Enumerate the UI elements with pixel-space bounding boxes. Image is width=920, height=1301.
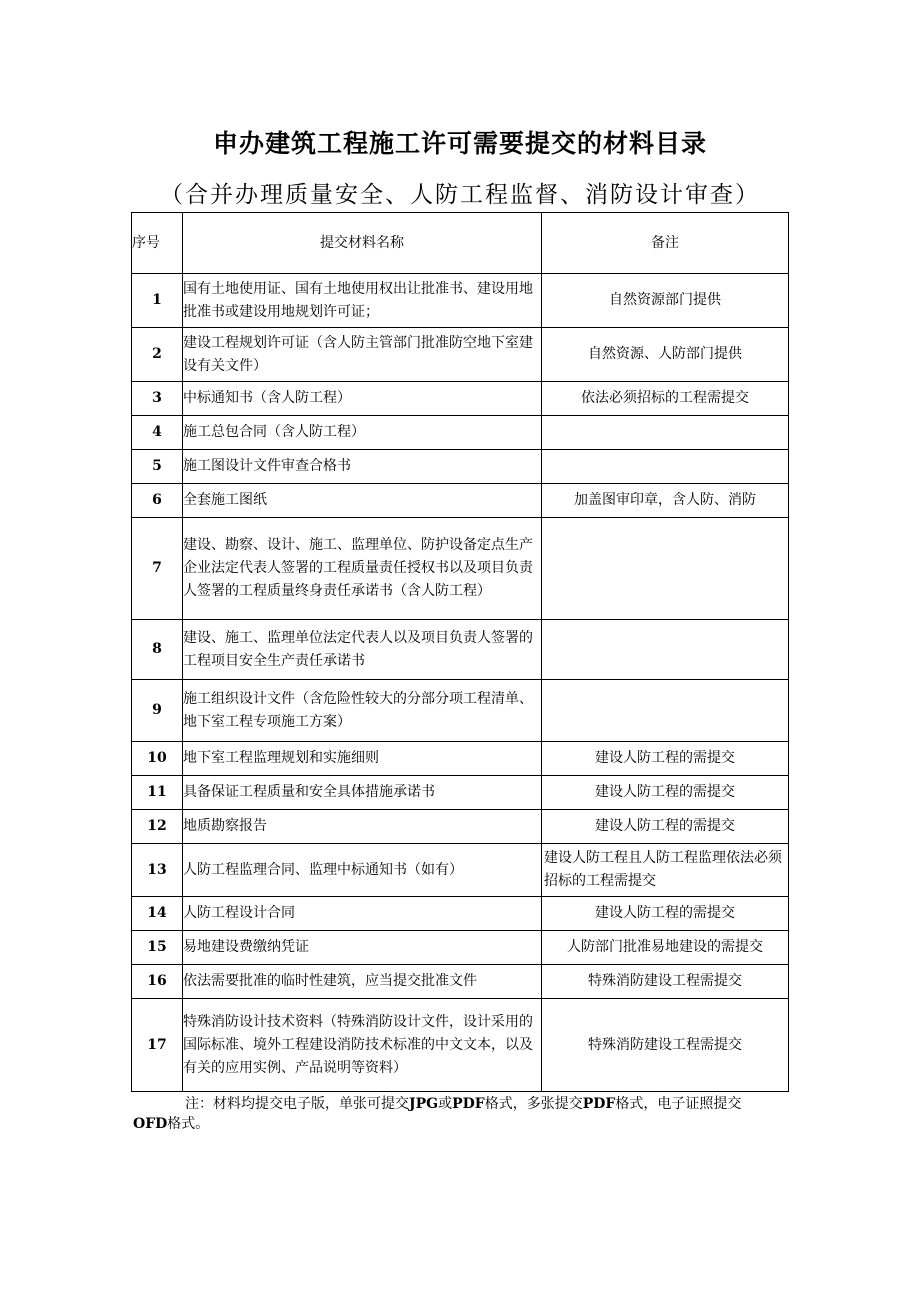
material-name: 施工总包合同（含人防工程） xyxy=(183,416,542,450)
table-row xyxy=(132,518,789,620)
table-row xyxy=(132,810,789,844)
row-number: 7 xyxy=(132,518,183,620)
remark: 自然资源、人防部门提供 xyxy=(542,328,789,382)
table-row xyxy=(132,999,789,1092)
material-name: 依法需要批准的临时性建筑，应当提交批准文件 xyxy=(183,965,542,999)
remark: 依法必须招标的工程需提交 xyxy=(542,382,789,416)
material-name: 易地建设费缴纳凭证 xyxy=(183,931,542,965)
table-row xyxy=(132,776,789,810)
header-remarks: 备注 xyxy=(542,213,789,274)
material-name: 人防工程设计合同 xyxy=(183,897,542,931)
table-row xyxy=(132,965,789,999)
row-number: 6 xyxy=(132,484,183,518)
footnote-text: 注：材料均提交电子版，单张可提交 xyxy=(185,1096,409,1112)
remark: 特殊消防建设工程需提交 xyxy=(542,999,789,1092)
row-number: 1 xyxy=(132,274,183,328)
material-name: 具备保证工程质量和安全具体措施承诺书 xyxy=(183,776,542,810)
material-name: 国有土地使用证、国有土地使用权出让批准书、建设用地批准书或建设用地规划许可证； xyxy=(183,274,542,328)
table-row xyxy=(132,382,789,416)
row-number: 10 xyxy=(132,742,183,776)
material-name: 施工图设计文件审查合格书 xyxy=(183,450,542,484)
format-jpg: JPG xyxy=(409,1096,439,1112)
row-number: 11 xyxy=(132,776,183,810)
row-number: 4 xyxy=(132,416,183,450)
row-number: 8 xyxy=(132,620,183,680)
format-ofd: OFD xyxy=(133,1116,168,1132)
footnote-text: 格式，多张提交 xyxy=(484,1096,583,1112)
footnote-text: 格式。 xyxy=(167,1116,210,1132)
row-number: 15 xyxy=(132,931,183,965)
row-number: 2 xyxy=(132,328,183,382)
remark xyxy=(542,416,789,450)
table-row xyxy=(132,416,789,450)
table-row xyxy=(132,844,789,897)
row-number: 12 xyxy=(132,810,183,844)
document-title: 申办建筑工程施工许可需要提交的材料目录 xyxy=(212,129,707,158)
row-number: 5 xyxy=(132,450,183,484)
table-row xyxy=(132,450,789,484)
remark: 加盖图审印章，含人防、消防 xyxy=(542,484,789,518)
format-pdf: PDF xyxy=(582,1096,616,1112)
footnote xyxy=(133,1094,773,1134)
remark: 建设人防工程的需提交 xyxy=(542,742,789,776)
table-row xyxy=(132,931,789,965)
table-row xyxy=(132,484,789,518)
remark xyxy=(542,450,789,484)
remark: 自然资源部门提供 xyxy=(542,274,789,328)
material-name: 施工组织设计文件（含危险性较大的分部分项工程清单、地下室工程专项施工方案） xyxy=(183,680,542,742)
document-subtitle: （合并办理质量安全、人防工程监督、消防设计审查） xyxy=(160,182,760,208)
materials-table xyxy=(131,212,789,1092)
row-number: 16 xyxy=(132,965,183,999)
remark: 人防部门批准易地建设的需提交 xyxy=(542,931,789,965)
material-name: 人防工程监理合同、监理中标通知书（如有） xyxy=(183,844,542,897)
material-name: 建设、施工、监理单位法定代表人以及项目负责人签署的工程项目安全生产责任承诺书 xyxy=(183,620,542,680)
remark xyxy=(542,680,789,742)
table-row xyxy=(132,620,789,680)
header-number: 序号 xyxy=(132,213,183,274)
table-row xyxy=(132,328,789,382)
row-number: 9 xyxy=(132,680,183,742)
table-row xyxy=(132,680,789,742)
footnote-text: 格式，电子证照提交 xyxy=(615,1096,742,1112)
remark xyxy=(542,620,789,680)
material-name: 特殊消防设计技术资料（特殊消防设计文件，设计采用的国际标准、境外工程建设消防技术标准的中文文本，以及有关的应用实例、产品说明等资料） xyxy=(183,999,542,1092)
remark: 特殊消防建设工程需提交 xyxy=(542,965,789,999)
row-number: 17 xyxy=(132,999,183,1092)
table-row xyxy=(132,274,789,328)
remark: 建设人防工程的需提交 xyxy=(542,776,789,810)
row-number: 13 xyxy=(132,844,183,897)
format-pdf: PDF xyxy=(452,1096,485,1112)
material-name: 中标通知书（含人防工程） xyxy=(183,382,542,416)
remark: 建设人防工程的需提交 xyxy=(542,810,789,844)
table-header-row xyxy=(132,213,789,274)
material-name: 建设、勘察、设计、施工、监理单位、防护设备定点生产企业法定代表人签署的工程质量责任授权书以及项目负责人签署的工程质量终身责任承诺书（含人防工程） xyxy=(183,518,542,620)
remark: 建设人防工程且人防工程监理依法必须招标的工程需提交 xyxy=(542,844,789,897)
row-number: 14 xyxy=(132,897,183,931)
material-name: 地质勘察报告 xyxy=(183,810,542,844)
row-number: 3 xyxy=(132,382,183,416)
remark xyxy=(542,518,789,620)
table-row xyxy=(132,742,789,776)
table-row xyxy=(132,897,789,931)
material-name: 全套施工图纸 xyxy=(183,484,542,518)
material-name: 建设工程规划许可证（含人防主管部门批准防空地下室建设有关文件） xyxy=(183,328,542,382)
material-name: 地下室工程监理规划和实施细则 xyxy=(183,742,542,776)
remark: 建设人防工程的需提交 xyxy=(542,897,789,931)
footnote-text: 或 xyxy=(438,1096,453,1112)
header-material-name: 提交材料名称 xyxy=(183,213,542,274)
